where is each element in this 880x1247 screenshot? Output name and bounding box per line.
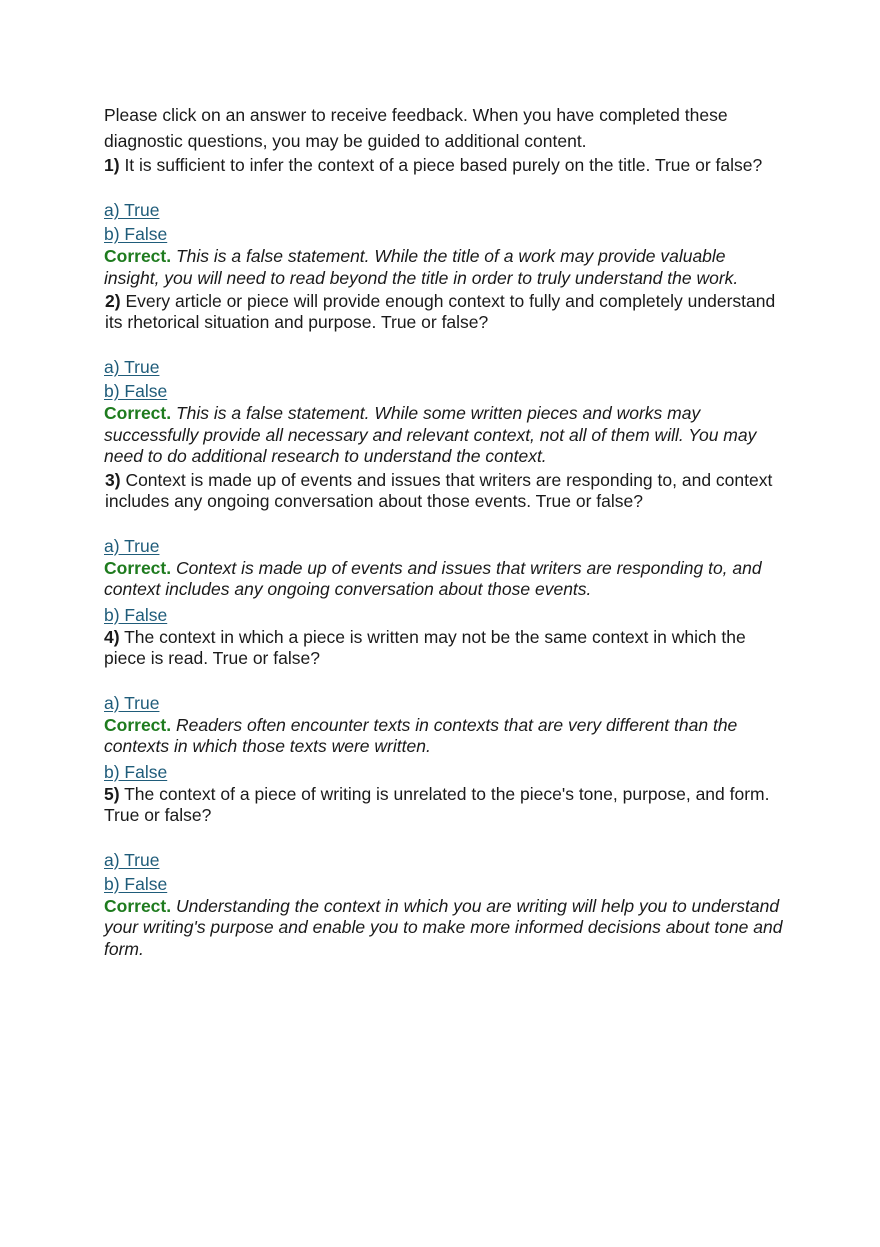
question-2-number: 2) bbox=[105, 291, 121, 311]
question-3-text: Context is made up of events and issues that writers are responding to, and context includes any ongoing conversation about those events. True or false? bbox=[105, 469, 773, 511]
question-4-prompt bbox=[104, 627, 784, 669]
question-2-text: Every article or piece will provide enough context to fully and completely understand its rhetorical situation and purpose. True or false? bbox=[105, 291, 776, 332]
question-4-feedback bbox=[104, 715, 784, 758]
question-3-option-b[interactable]: b) False bbox=[104, 604, 168, 625]
question-1-text: It is sufficient to infer the context of a piece based purely on the title. True or false? bbox=[124, 155, 763, 175]
question-3 bbox=[104, 470, 784, 627]
question-3-option-a[interactable]: a) True bbox=[104, 535, 160, 556]
question-5-option-b[interactable]: b) False bbox=[104, 873, 168, 894]
question-5 bbox=[104, 784, 784, 961]
question-3-feedback-text: Context is made up of events and issues that writers are responding to, and context includes any ongoing conversation about those events. bbox=[104, 557, 762, 599]
question-2-option-a[interactable]: a) True bbox=[104, 357, 160, 377]
question-2-feedback-text: This is a false statement. While some written pieces and works may successfully provide all necessary and relevant context, not all of them will. You may need to do additional research to understand the context. bbox=[104, 403, 757, 466]
question-4 bbox=[104, 627, 784, 784]
question-5-feedback-label: Correct. bbox=[104, 895, 172, 916]
question-2 bbox=[104, 291, 784, 468]
question-4-feedback-text: Readers often encounter texts in contexts that are very different than the contexts in which those texts were written. bbox=[104, 714, 738, 756]
question-5-feedback bbox=[104, 896, 784, 961]
question-4-option-a[interactable]: a) True bbox=[104, 692, 160, 713]
question-1-option-b[interactable]: b) False bbox=[104, 224, 168, 244]
question-3-feedback-label: Correct. bbox=[104, 557, 172, 578]
question-5-feedback-text: Understanding the context in which you are writing will help you to understand your writing's purpose and enable you to make more informed decisions about tone and form. bbox=[104, 895, 783, 959]
question-1-feedback-label: Correct. bbox=[104, 246, 172, 266]
question-3-number: 3) bbox=[105, 469, 121, 490]
question-4-option-b[interactable]: b) False bbox=[104, 761, 168, 782]
intro-text: Please click on an answer to receive feedback. When you have completed these diagnostic questions, you may be guided to additional content. bbox=[104, 105, 728, 151]
question-3-feedback bbox=[104, 558, 784, 601]
quiz-page bbox=[104, 102, 784, 962]
question-2-prompt bbox=[104, 291, 784, 333]
question-1-feedback bbox=[104, 246, 784, 289]
question-1-feedback-text: This is a false statement. While the title of a work may provide valuable insight, you will need to read beyond the title in order to truly understand the work. bbox=[104, 246, 739, 288]
question-5-option-a[interactable]: a) True bbox=[104, 849, 160, 870]
question-5-prompt bbox=[104, 784, 784, 826]
question-5-number: 5) bbox=[104, 783, 120, 804]
question-4-number: 4) bbox=[104, 626, 120, 647]
question-2-feedback bbox=[104, 403, 784, 468]
question-2-option-b[interactable]: b) False bbox=[104, 381, 168, 401]
question-1-option-a[interactable]: a) True bbox=[104, 200, 160, 220]
question-3-prompt bbox=[104, 470, 784, 512]
question-4-feedback-label: Correct. bbox=[104, 714, 172, 735]
question-2-feedback-label: Correct. bbox=[104, 403, 172, 423]
question-5-text: The context of a piece of writing is unrelated to the piece's tone, purpose, and form. True or false? bbox=[104, 783, 770, 825]
question-1-number: 1) bbox=[104, 155, 120, 175]
question-4-text: The context in which a piece is written may not be the same context in which the piece is read. True or false? bbox=[104, 626, 746, 668]
question-1-prompt bbox=[104, 155, 784, 176]
question-1 bbox=[104, 155, 784, 289]
